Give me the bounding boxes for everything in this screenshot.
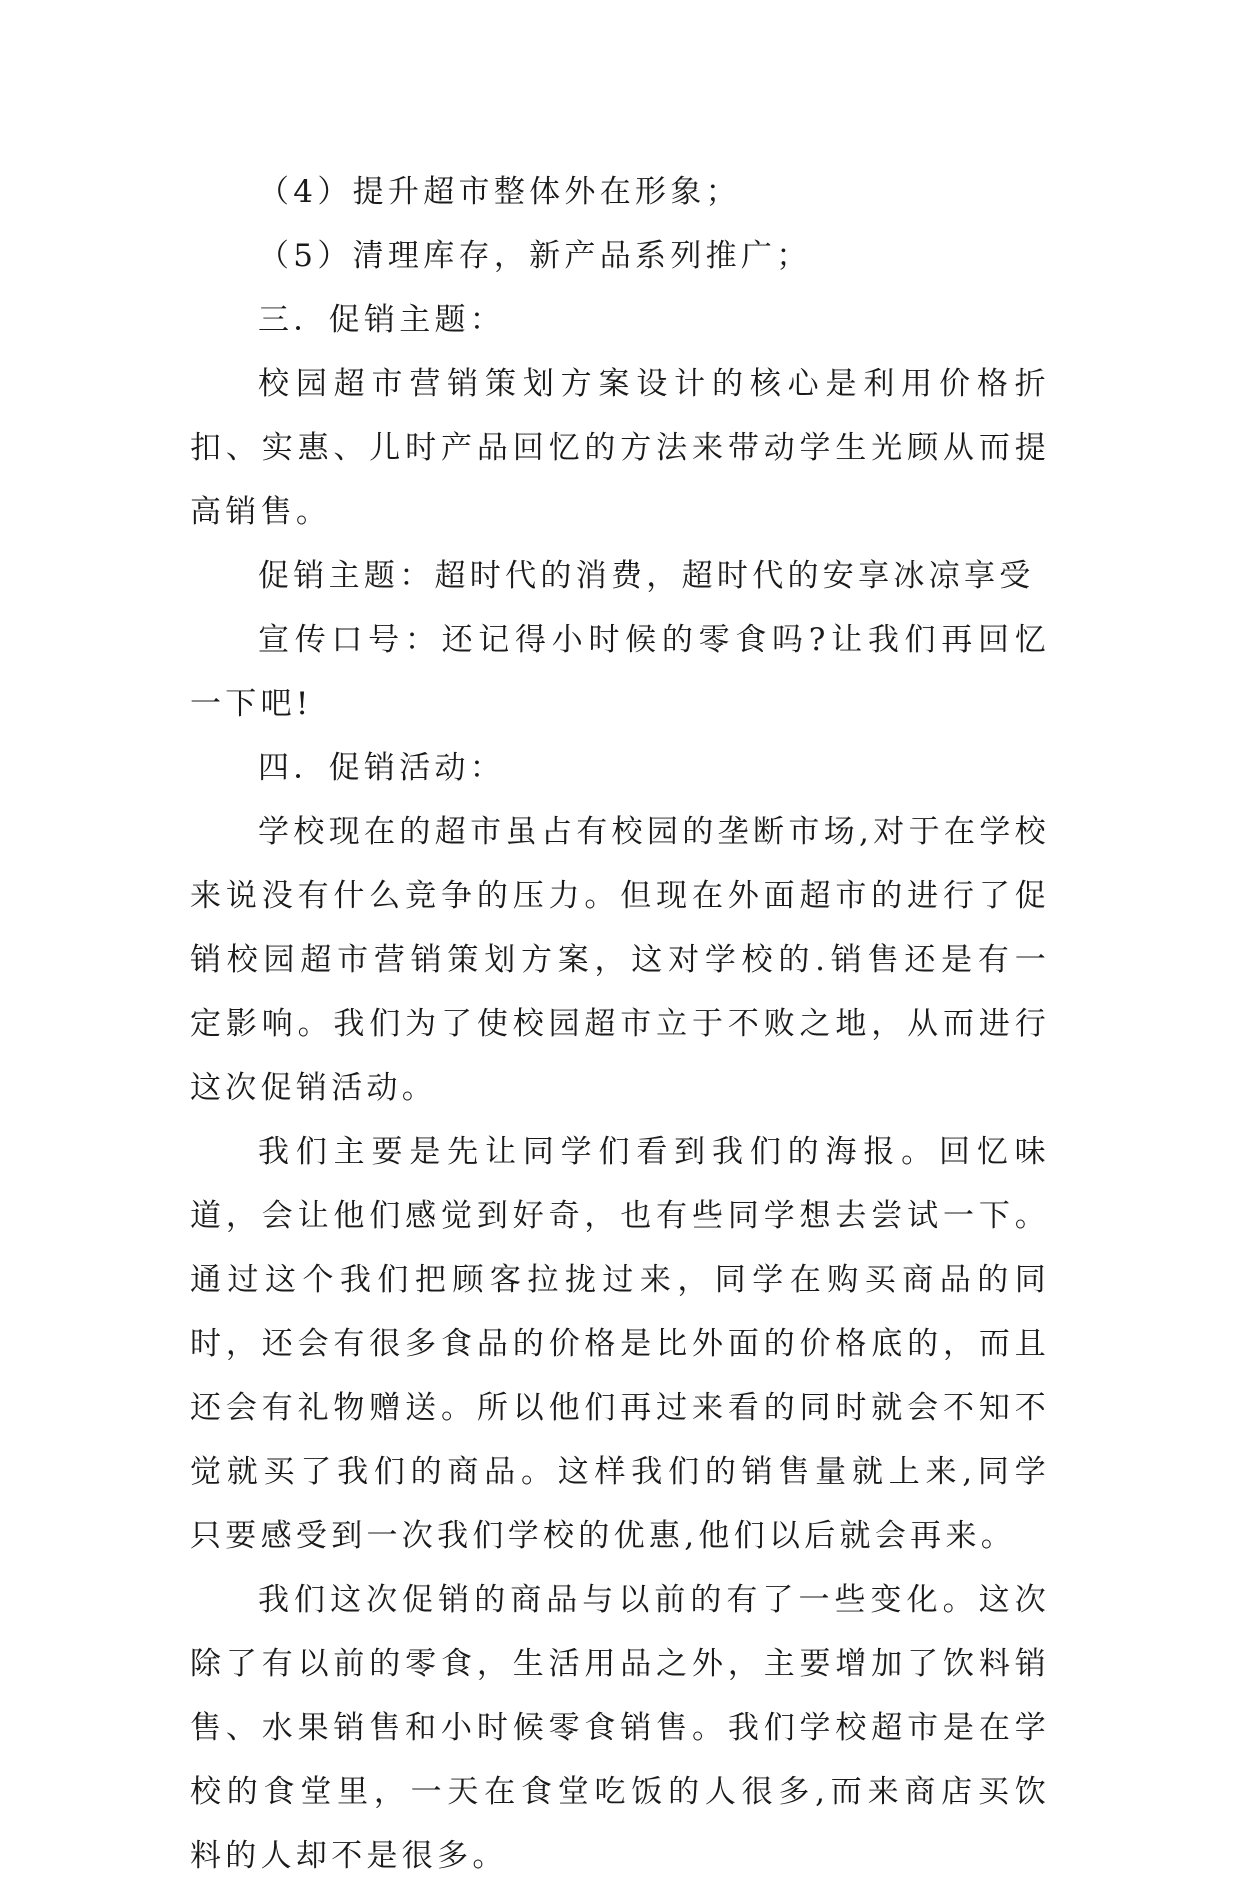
paragraph-core-design: 校园超市营销策划方案设计的核心是利用价格折扣、实惠、儿时产品回忆的方法来带动学生光顾从而提高销售。 — [190, 366, 1050, 530]
section-heading-promotion-theme: 三．促销主题： — [258, 302, 506, 338]
document-body — [190, 160, 1050, 1888]
paragraph-promotion-theme: 促销主题：超时代的消费，超时代的安享冰凉享受 — [258, 558, 1035, 594]
paragraph-product-changes: 我们这次促销的商品与以前的有了一些变化。这次除了有以前的零食，生活用品之外，主要增加了饮料销售、水果销售和小时候零食销售。我们学校超市是在学校的食堂里，一天在食堂吃饭的人很多,而来商店买饮料的人却不是很多。 — [190, 1582, 1050, 1874]
paragraph-market-situation: 学校现在的超市虽占有校园的垄断市场,对于在学校来说没有什么竞争的压力。但现在外面超市的进行了促销校园超市营销策划方案，这对学校的.销售还是有一定影响。我们为了使校园超市立于不败之地，从而进行这次促销活动。 — [190, 814, 1050, 1106]
section-heading-promotion-activities: 四．促销活动： — [258, 750, 506, 786]
paragraph-goal-5: （5）清理库存，新产品系列推广； — [258, 238, 812, 274]
paragraph-poster-strategy: 我们主要是先让同学们看到我们的海报。回忆味道，会让他们感觉到好奇，也有些同学想去尝试一下。通过这个我们把顾客拉拢过来，同学在购买商品的同时，还会有很多食品的价格是比外面的价格底的，而且还会有礼物赠送。所以他们再过来看的同时就会不知不觉就买了我们的商品。这样我们的销售量就上来,同学只要感受到一次我们学校的优惠,他们以后就会再来。 — [190, 1134, 1050, 1554]
paragraph-goal-4: （4）提升超市整体外在形象； — [258, 174, 741, 210]
paragraph-slogan: 宣传口号：还记得小时候的零食吗?让我们再回忆一下吧! — [190, 622, 1050, 722]
